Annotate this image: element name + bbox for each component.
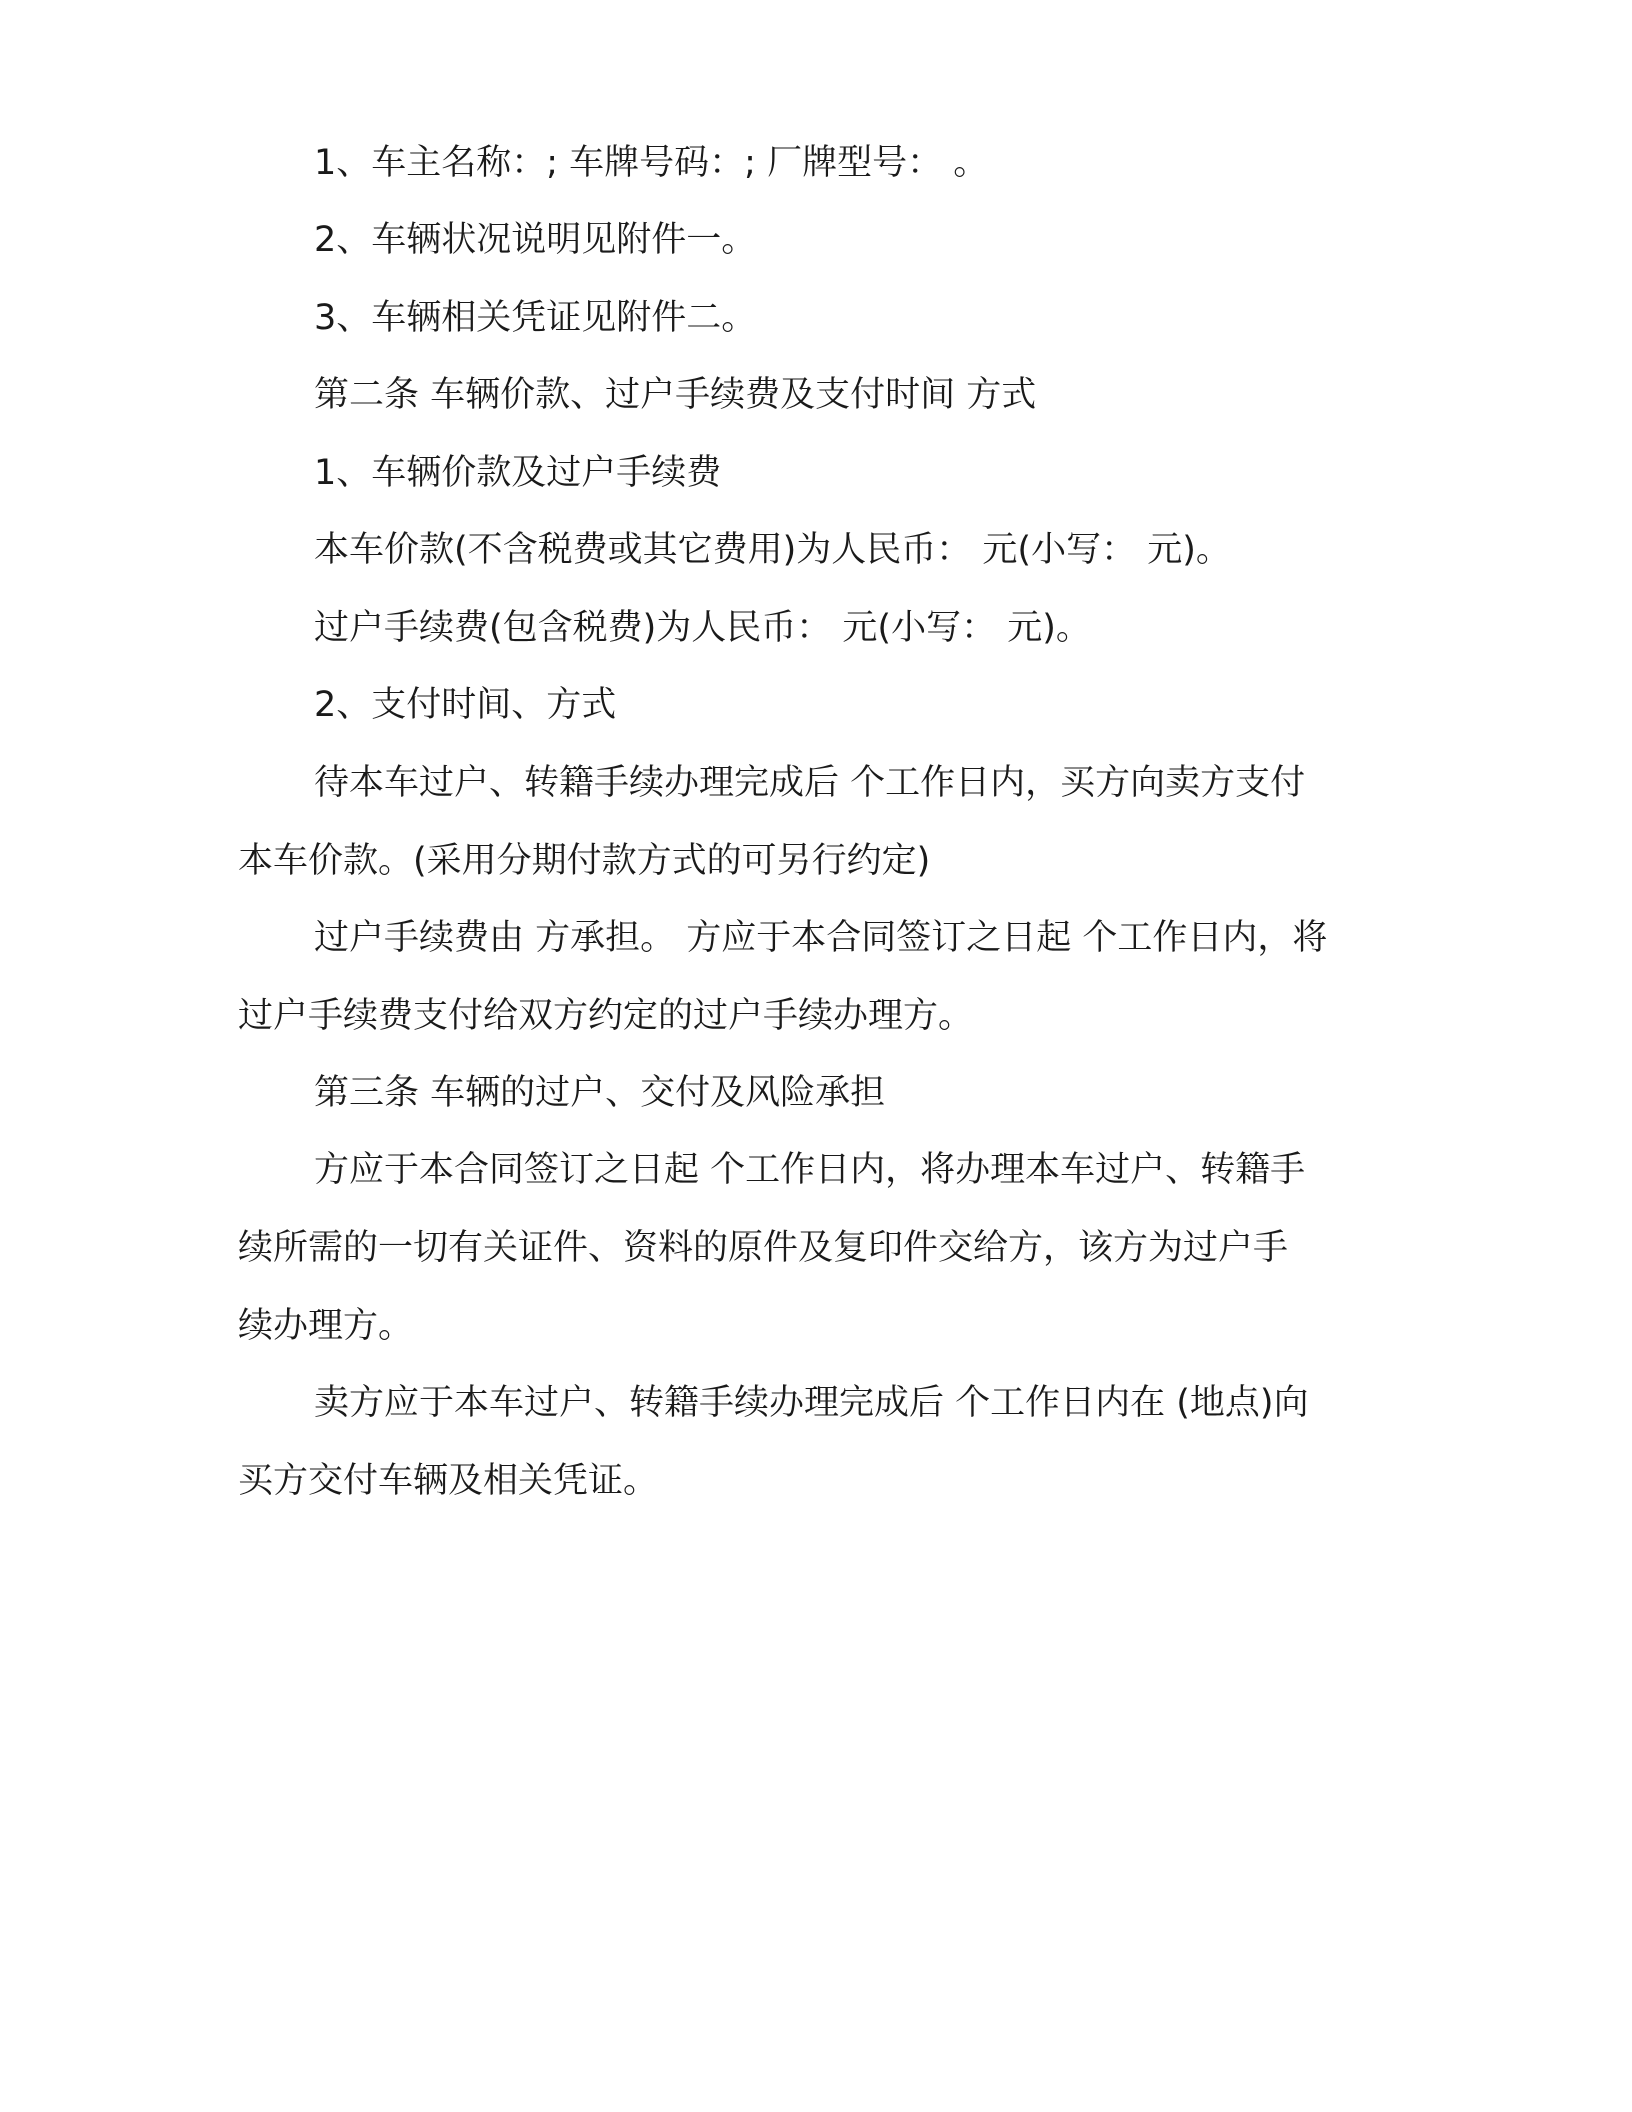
paragraph-vehicle-owner-info: 1、车主名称：; 车牌号码：; 厂牌型号： 。 bbox=[314, 143, 989, 183]
paragraph-price-and-fees-heading: 1、车辆价款及过户手续费 bbox=[314, 453, 722, 493]
paragraph-vehicle-condition: 2、车辆状况说明见附件一。 bbox=[314, 220, 757, 260]
paragraph-line: 卖方应于本车过户、转籍手续办理完成后 个工作日内在 (地点)向 bbox=[314, 1383, 1309, 1423]
paragraph-line: 过户手续费由 方承担。 方应于本合同签订之日起 个工作日内，将 bbox=[314, 918, 1328, 958]
paragraph-payment-heading: 2、支付时间、方式 bbox=[314, 685, 617, 725]
paragraph-line: 续所需的一切有关证件、资料的原件及复印件交给方，该方为过户手 bbox=[238, 1228, 1289, 1268]
paragraph-vehicle-price: 本车价款(不含税费或其它费用)为人民币： 元(小写： 元)。 bbox=[314, 530, 1231, 570]
paragraph-transfer-fee: 过户手续费(包含税费)为人民币： 元(小写： 元)。 bbox=[314, 608, 1091, 648]
section-heading-article-3: 第三条 车辆的过户、交付及风险承担 bbox=[314, 1073, 886, 1113]
paragraph-line: 方应于本合同签订之日起 个工作日内，将办理本车过户、转籍手 bbox=[314, 1150, 1306, 1190]
paragraph-vehicle-documents: 3、车辆相关凭证见附件二。 bbox=[314, 298, 757, 338]
paragraph-transfer-documents bbox=[238, 1131, 1408, 1365]
paragraph-line: 续办理方。 bbox=[238, 1306, 414, 1346]
paragraph-transfer-fee-payment bbox=[238, 899, 1408, 1055]
paragraph-line: 待本车过户、转籍手续办理完成后 个工作日内，买方向卖方支付 bbox=[314, 763, 1306, 803]
paragraph-line: 过户手续费支付给双方约定的过户手续办理方。 bbox=[238, 996, 974, 1036]
paragraph-line: 买方交付车辆及相关凭证。 bbox=[238, 1461, 659, 1501]
paragraph-payment-terms bbox=[238, 744, 1408, 900]
section-heading-article-2: 第二条 车辆价款、过户手续费及支付时间 方式 bbox=[314, 375, 1037, 415]
paragraph-vehicle-delivery bbox=[238, 1364, 1408, 1520]
paragraph-line: 本车价款。(采用分期付款方式的可另行约定) bbox=[238, 841, 931, 881]
